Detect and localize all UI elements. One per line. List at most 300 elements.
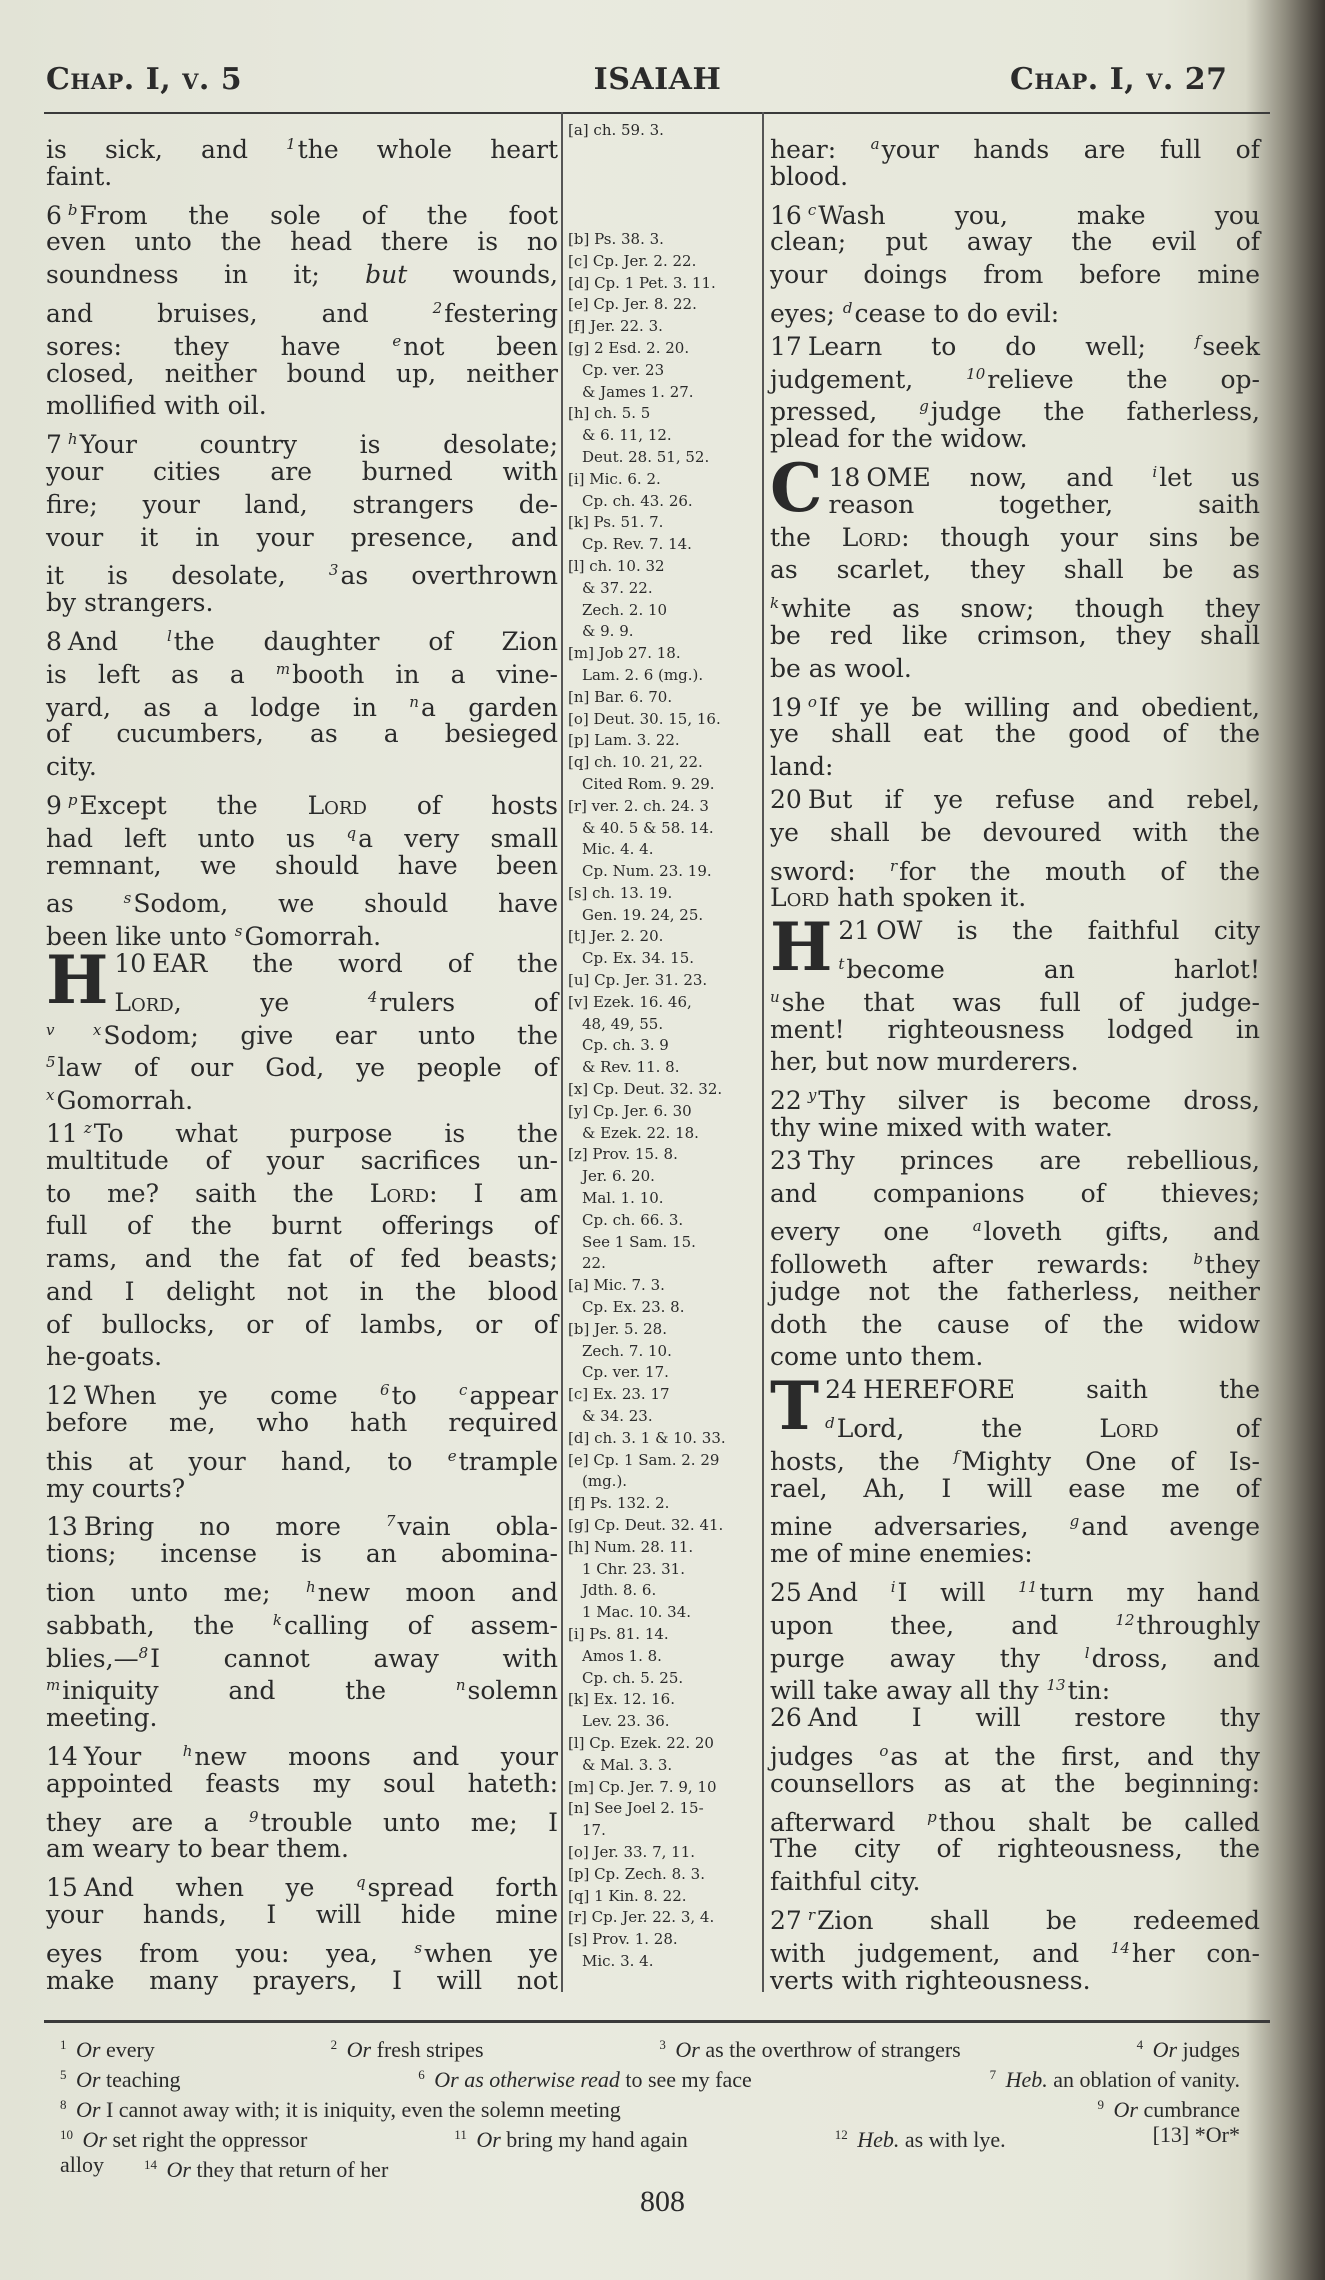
text-line: eyes from you: yea, $^s$when ye xyxy=(46,1938,558,1968)
text-line: and bruises, and $^2$festering xyxy=(46,298,558,328)
text-line: judge not the fatherless, neither xyxy=(770,1276,1260,1306)
italic-text: Heb. xyxy=(1005,2067,1048,2092)
verse-number: 21 xyxy=(838,916,871,946)
cross-reference: Cp. Ex. 23. 8. xyxy=(582,1298,685,1317)
reference-marker: h xyxy=(182,1742,193,1761)
text-line: this at your hand, to $^e$trample xyxy=(46,1446,558,1476)
reference-marker: 3 xyxy=(659,2037,666,2052)
cross-reference-column xyxy=(568,120,760,1973)
text-line: blood. xyxy=(770,161,849,191)
reference-marker: m xyxy=(46,1676,61,1695)
cross-reference: [o] Deut. 30. 15, 16. xyxy=(568,709,721,728)
cross-reference: [n] See Joel 2. 15- xyxy=(568,1799,704,1818)
footnote: $^7$ Heb. an oblation of vanity. xyxy=(989,2067,1240,2092)
cross-reference: [l] ch. 10. 32 xyxy=(568,556,665,575)
reference-marker: b xyxy=(67,200,78,219)
text-line: $^5$law of our God, ye people of xyxy=(46,1053,558,1083)
verse-number: 16 xyxy=(770,200,802,230)
text-line: even unto the head there is no xyxy=(46,227,558,257)
text-line: 22 $^y$Thy silver is become dross, xyxy=(770,1086,1260,1116)
text-line: been like unto $^s$Gomorrah. xyxy=(46,922,382,952)
cross-reference: [h] ch. 5. 5 xyxy=(568,404,651,423)
cross-reference: [r] ver. 2. ch. 24. 3 xyxy=(568,796,709,815)
cross-reference: Lam. 2. 6 (mg.). xyxy=(582,665,704,684)
text-line: 15 And when ye $^q$spread forth xyxy=(46,1873,558,1903)
reference-marker: 2 xyxy=(330,2037,338,2052)
text-line: 25 And $^i$I will $^{11}$turn my hand xyxy=(770,1578,1260,1608)
text-line: my courts? xyxy=(46,1473,186,1503)
text-line: faithful city. xyxy=(770,1867,921,1897)
reference-marker: 6 xyxy=(380,1381,390,1400)
text-line: mine adversaries, $^g$and avenge xyxy=(770,1512,1260,1542)
text-line: sores: they have $^e$not been xyxy=(46,331,558,361)
cross-reference: [q] ch. 10. 21, 22. xyxy=(568,753,703,772)
text-line: upon thee, and $^{12}$throughly xyxy=(770,1610,1260,1640)
text-line: by strangers. xyxy=(46,588,214,618)
text-line: with judgement, and $^{14}$her con- xyxy=(770,1938,1260,1968)
cross-reference: Jdth. 8. 6. xyxy=(582,1581,657,1600)
text-line: yard, as a lodge in $^n$a garden xyxy=(46,692,558,722)
cross-reference: [y] Cp. Jer. 6. 30 xyxy=(568,1101,692,1120)
cross-reference: Amos 1. 8. xyxy=(582,1646,662,1665)
text-line: the Lord: though your sins be xyxy=(770,522,1260,552)
cross-reference: & James 1. 27. xyxy=(582,382,694,401)
reference-marker: 4 xyxy=(367,987,378,1006)
reference-marker: y xyxy=(807,1086,817,1105)
reference-marker: a xyxy=(870,135,880,153)
text-line: $^{v x}$Sodom; give ear unto the xyxy=(46,1020,558,1050)
cross-reference: & Rev. 11. 8. xyxy=(582,1058,680,1077)
reference-marker: f xyxy=(953,1446,960,1465)
verse-number: 17 xyxy=(770,331,802,361)
text-line: judges $^o$as at the first, and thy xyxy=(770,1742,1260,1772)
cross-reference: 48, 49, 55. xyxy=(582,1014,664,1033)
reference-marker: d xyxy=(842,298,853,317)
reference-marker: z xyxy=(83,1118,92,1137)
text-line: her, but now murderers. xyxy=(770,1047,1079,1077)
reference-marker: 8 xyxy=(60,2097,67,2112)
text-line: vour it in your presence, and xyxy=(46,522,558,552)
reference-marker: a xyxy=(972,1217,982,1236)
italic-text: Or xyxy=(76,2097,101,2122)
reference-marker: 11 xyxy=(1018,1578,1038,1597)
verse-number: 6 xyxy=(46,200,62,230)
cross-reference: [n] Bar. 6. 70. xyxy=(568,687,673,706)
text-line: plead for the widow. xyxy=(770,424,1028,454)
drop-cap: T xyxy=(770,1367,820,1446)
reference-marker: q xyxy=(346,823,357,842)
verse-number: 19 xyxy=(770,692,802,722)
footnote: $^6$ Or as otherwise read to see my face xyxy=(418,2067,752,2092)
text-line: be red like crimson, they shall xyxy=(770,620,1260,650)
reference-marker: 14 xyxy=(1110,1938,1130,1957)
reference-marker: k xyxy=(770,594,780,613)
cross-reference: Jer. 6. 20. xyxy=(582,1167,655,1186)
reference-marker: o xyxy=(879,1742,889,1761)
reference-marker: 9 xyxy=(1097,2097,1105,2112)
text-line: your cities are burned with xyxy=(46,456,558,486)
verse-number: 7 xyxy=(46,430,62,460)
footnote: $^4$ Or judges xyxy=(1136,2037,1240,2062)
text-line: hear: $^a$your hands are full of xyxy=(770,135,1260,164)
reference-marker: l xyxy=(166,626,172,645)
footnote: $^{11}$ Or bring my hand again xyxy=(454,2127,688,2152)
footnote: $^2$ Or fresh stripes xyxy=(330,2037,484,2062)
cross-reference: [g] 2 Esd. 2. 20. xyxy=(568,338,690,357)
italic-text: Or xyxy=(1113,2097,1138,2122)
reference-marker: 7 xyxy=(989,2067,997,2082)
footnote-line xyxy=(60,2062,1240,2092)
cross-reference: [x] Cp. Deut. 32. 32. xyxy=(568,1080,723,1099)
text-line: as $^s$Sodom, we should have xyxy=(46,889,558,919)
running-head-right: Chap. I, v. 27 xyxy=(1010,62,1228,97)
text-line: sword: $^r$for the mouth of the xyxy=(770,856,1260,886)
cross-reference: [p] Lam. 3. 22. xyxy=(568,731,680,750)
cross-reference: Zech. 7. 10. xyxy=(582,1341,672,1360)
text-line: 20 But if ye refuse and rebel, xyxy=(770,784,1260,814)
reference-marker: b xyxy=(1193,1250,1203,1269)
text-line: 19 $^o$If ye be willing and obedient, xyxy=(770,692,1260,722)
footnote: $^{10}$ Or set right the oppressor xyxy=(60,2127,308,2152)
text-line: it is desolate, $^3$as overthrown xyxy=(46,561,558,591)
reference-marker: 5 xyxy=(46,1053,56,1072)
text-line: mollified with oil. xyxy=(46,391,267,421)
cross-reference: Zech. 2. 10 xyxy=(582,600,668,619)
text-line: 10 H EAR the word of the xyxy=(46,940,558,1019)
cross-reference: 17. xyxy=(582,1821,606,1840)
text-line: ment! righteousness lodged in xyxy=(770,1014,1260,1044)
cross-reference: [r] Cp. Jer. 22. 3, 4. xyxy=(568,1908,715,1927)
verse-number: 15 xyxy=(46,1873,78,1903)
cross-reference: Cp. ver. 17. xyxy=(582,1363,669,1382)
reference-marker: s xyxy=(123,889,132,908)
book-title-text: ISAIAH xyxy=(593,62,722,97)
reference-marker: s xyxy=(414,1938,423,1957)
text-line: 9 $^p$Except the Lord of hosts xyxy=(46,790,559,820)
reference-marker: 12 xyxy=(834,2127,848,2142)
text-line: 27 $^r$Zion shall be redeemed xyxy=(770,1906,1260,1936)
cross-reference: [g] Cp. Deut. 32. 41. xyxy=(568,1516,724,1534)
reference-marker: p xyxy=(67,790,78,809)
text-line: as scarlet, they shall be as xyxy=(770,555,1260,585)
footnote-line xyxy=(60,2152,1240,2182)
small-caps-text: Lord xyxy=(369,1178,430,1208)
cross-reference: Cp. Rev. 7. 14. xyxy=(582,535,692,554)
drop-cap: H xyxy=(46,940,109,1019)
verse-number: 14 xyxy=(46,1742,78,1772)
cross-reference: & 37. 22. xyxy=(582,578,653,597)
text-line: 23 Thy princes are rebellious, xyxy=(770,1145,1260,1175)
text-line: reason together, saith xyxy=(828,489,1260,519)
text-line: come unto them. xyxy=(770,1342,984,1372)
text-line: of cucumbers, as a besieged xyxy=(46,719,558,749)
text-line: verts with righteousness. xyxy=(770,1965,1091,1995)
text-line: ye shall eat the good of the xyxy=(770,719,1260,749)
cross-reference: & 40. 5 & 58. 14. xyxy=(582,818,714,837)
italic-text: Or xyxy=(1152,2037,1178,2062)
text-line: 7 $^h$Your country is desolate; xyxy=(46,430,558,460)
cross-reference: [f] Jer. 22. 3. xyxy=(568,317,663,336)
verse-number: 8 xyxy=(46,626,62,656)
reference-marker: l xyxy=(1084,1643,1090,1662)
reference-marker: o xyxy=(807,692,817,711)
footnote: $^9$ Or cumbrance xyxy=(1097,2097,1240,2122)
reference-marker: c xyxy=(807,200,817,219)
footnotes xyxy=(60,2032,1240,2182)
small-caps-text: Lord xyxy=(114,987,174,1017)
reference-marker: d xyxy=(825,1414,835,1433)
verse-number: 12 xyxy=(46,1381,78,1411)
reference-marker: 14 xyxy=(144,2157,157,2172)
reference-marker: p xyxy=(927,1807,937,1826)
cross-reference: 22. xyxy=(582,1254,606,1273)
italic-text: Or xyxy=(675,2037,700,2062)
text-line: $^d$Lord, the Lord of xyxy=(825,1414,1260,1444)
reference-marker: e xyxy=(392,331,402,350)
drop-cap: H xyxy=(770,908,833,987)
column-divider-right xyxy=(762,112,764,1992)
reference-marker: 3 xyxy=(328,561,339,580)
reference-marker: e xyxy=(447,1446,457,1465)
cross-reference: [b] Jer. 5. 28. xyxy=(568,1319,667,1338)
text-line: The city of righteousness, the xyxy=(770,1834,1260,1864)
cross-reference: [p] Cp. Zech. 8. 3. xyxy=(568,1864,705,1883)
italic-text: Or xyxy=(76,2067,101,2092)
cross-reference: [k] Ex. 12. 16. xyxy=(568,1690,675,1709)
cross-reference: Cp. ch. 66. 3. xyxy=(582,1210,684,1229)
verse-number: 11 xyxy=(46,1118,78,1148)
italic-text: Heb. xyxy=(857,2127,900,2152)
reference-marker: 4 xyxy=(1136,2037,1144,2052)
reference-marker: k xyxy=(272,1610,282,1629)
text-line: they are a $^9$trouble unto me; I xyxy=(46,1807,558,1837)
left-text-column xyxy=(46,128,558,1997)
small-caps-text: Lord xyxy=(770,883,830,913)
right-text-column xyxy=(770,128,1260,1997)
footnote: $^1$ Or every xyxy=(60,2037,155,2062)
text-line: and companions of thieves; xyxy=(770,1178,1260,1208)
text-line: tion unto me; $^h$new moon and xyxy=(46,1578,558,1608)
text-line: be as wool. xyxy=(770,653,912,683)
text-line: every one $^a$loveth gifts, and xyxy=(770,1217,1260,1247)
italic-text: but xyxy=(365,260,408,290)
reference-marker: s xyxy=(234,922,243,941)
footnote: alloy xyxy=(60,2152,104,2177)
text-line: 12 When ye come $^6$to $^c$appear xyxy=(46,1381,558,1411)
cross-reference: See 1 Sam. 15. xyxy=(582,1232,696,1251)
footnote: $^{14}$ Or they that return of her xyxy=(144,2157,389,2182)
cross-reference: Cp. ch. 3. 9 xyxy=(582,1036,669,1055)
cross-reference: [s] ch. 13. 19. xyxy=(568,883,673,902)
text-line: blies,—$^8$I cannot away with xyxy=(46,1643,558,1673)
text-line: land: xyxy=(770,752,834,782)
verse-number: 13 xyxy=(46,1512,78,1542)
reference-marker: h xyxy=(67,430,78,449)
cross-reference: Cited Rom. 9. 29. xyxy=(582,774,715,793)
verse-number: 18 xyxy=(828,462,861,492)
cross-reference: [e] Cp. Jer. 8. 22. xyxy=(568,295,697,314)
reference-marker: i xyxy=(1152,462,1158,481)
cross-reference: [e] Cp. 1 Sam. 2. 29 xyxy=(568,1450,720,1469)
cross-reference: [m] Job 27. 18. xyxy=(568,644,681,663)
text-line: me of mine enemies: xyxy=(770,1539,1033,1569)
reference-marker: r xyxy=(890,856,898,875)
text-line: purge away thy $^l$dross, and xyxy=(770,1643,1260,1673)
cross-reference: Deut. 28. 51, 52. xyxy=(582,447,710,466)
text-line: rael, Ah, I will ease me of xyxy=(770,1473,1260,1503)
cross-reference: [c] Ex. 23. 17 xyxy=(568,1385,670,1404)
text-line: meeting. xyxy=(46,1703,158,1733)
text-line: appointed feasts my soul hateth: xyxy=(46,1768,558,1798)
small-caps-text: Lord xyxy=(307,790,367,820)
footnote-line xyxy=(60,2092,1240,2122)
text-line: tions; incense is an abomina- xyxy=(46,1539,558,1569)
verse-number: 22 xyxy=(770,1086,802,1116)
reference-marker: v x xyxy=(46,1020,102,1039)
cross-reference: [f] Ps. 132. 2. xyxy=(568,1494,670,1513)
small-caps-text: Lord xyxy=(841,522,902,552)
text-line: $^x$Gomorrah. xyxy=(46,1086,194,1116)
reference-marker: 11 xyxy=(454,2127,467,2142)
text-line: is sick, and $^1$the whole heart xyxy=(46,135,558,164)
text-line: pressed, $^g$judge the fatherless, xyxy=(770,397,1260,427)
reference-marker: r xyxy=(807,1906,815,1925)
cross-reference: 1 Mac. 10. 34. xyxy=(582,1603,692,1622)
reference-marker: h xyxy=(306,1578,316,1597)
text-line: 18 C OME now, and $^i$let us xyxy=(770,448,1260,527)
verse-number: 25 xyxy=(770,1578,802,1608)
reference-marker: g xyxy=(1069,1512,1080,1531)
text-line: ye shall be devoured with the xyxy=(770,817,1260,847)
verse-number: 20 xyxy=(770,784,802,814)
cross-reference: [s] Prov. 1. 28. xyxy=(568,1930,678,1949)
cross-reference: [t] Jer. 2. 20. xyxy=(568,927,664,946)
text-line: 8 And $^l$the daughter of Zion xyxy=(46,626,559,656)
cross-reference: Cp. Ex. 34. 15. xyxy=(582,949,695,968)
text-line: your doings from before mine xyxy=(770,260,1260,290)
text-line: of bullocks, or of lambs, or of xyxy=(46,1309,558,1339)
text-line: $^k$white as snow; though they xyxy=(770,594,1260,624)
reference-marker: 1 xyxy=(60,2037,67,2052)
reference-marker: 13 xyxy=(1046,1676,1066,1695)
footnote: $^8$ Or I cannot away with; it is iniquity, even the solemn meeting xyxy=(60,2097,621,2122)
verse-number: 27 xyxy=(770,1906,802,1936)
cross-reference xyxy=(568,164,760,186)
cross-reference: 1 Chr. 23. 31. xyxy=(582,1559,685,1578)
cross-reference: Cp. ch. 43. 26. xyxy=(582,491,693,510)
text-line: followeth after rewards: $^b$they xyxy=(770,1250,1260,1280)
cross-reference: [v] Ezek. 16. 46, xyxy=(568,992,692,1011)
reference-marker: n xyxy=(455,1676,466,1695)
cross-reference: [z] Prov. 15. 8. xyxy=(568,1145,678,1164)
cross-reference: & Mal. 3. 3. xyxy=(582,1755,673,1774)
cross-reference: [k] Ps. 51. 7. xyxy=(568,513,664,532)
cross-reference: [l] Cp. Ezek. 22. 20 xyxy=(568,1733,714,1752)
text-line: Lord hath spoken it. xyxy=(770,883,1027,913)
cross-reference: [u] Cp. Jer. 31. 23. xyxy=(568,971,708,990)
cross-reference: [i] Ps. 81. 14. xyxy=(568,1624,669,1643)
text-line: and I delight not in the blood xyxy=(46,1276,558,1306)
text-line: doth the cause of the widow xyxy=(770,1309,1260,1339)
cross-reference xyxy=(568,207,760,229)
cross-reference: [o] Jer. 33. 7, 11. xyxy=(568,1842,696,1861)
cross-reference: & 6. 11, 12. xyxy=(582,426,672,445)
reference-marker: u xyxy=(770,987,780,1006)
italic-text: Or as otherwise read xyxy=(434,2067,620,2092)
italic-text: Or xyxy=(346,2037,372,2062)
cross-reference: [q] 1 Kin. 8. 22. xyxy=(568,1886,687,1905)
reference-marker: 10 xyxy=(966,364,986,383)
cross-reference: Mal. 1. 10. xyxy=(582,1189,664,1208)
reference-marker: 8 xyxy=(138,1643,149,1662)
text-line: make many prayers, I will not xyxy=(46,1965,558,1995)
text-line: 16 $^c$Wash you, make you xyxy=(770,200,1260,230)
footnote-line xyxy=(60,2032,1240,2062)
cross-reference: Lev. 23. 36. xyxy=(582,1712,670,1731)
text-line: soundness in it; but wounds, xyxy=(46,260,558,290)
text-line: multitude of your sacrifices un- xyxy=(46,1145,558,1175)
cross-reference: [b] Ps. 38. 3. xyxy=(568,229,664,248)
verse-number: 9 xyxy=(46,790,62,820)
reference-marker: 6 xyxy=(418,2067,425,2082)
text-line: 17 Learn to do well; $^f$seek xyxy=(770,331,1260,361)
reference-marker: n xyxy=(409,692,419,711)
reference-marker: 5 xyxy=(60,2067,67,2082)
text-line: fire; your land, strangers de- xyxy=(46,489,558,519)
text-line: he-goats. xyxy=(46,1342,163,1372)
small-caps-text: Lord xyxy=(1099,1414,1159,1444)
cross-reference: Cp. ch. 5. 25. xyxy=(582,1668,684,1687)
text-line: clean; put away the evil of xyxy=(770,227,1260,257)
text-line: 14 Your $^h$new moons and your xyxy=(46,1742,558,1772)
text-line: city. xyxy=(46,752,97,782)
text-line: $^u$she that was full of judge- xyxy=(770,987,1260,1017)
cross-reference: & 34. 23. xyxy=(582,1407,653,1426)
cross-reference: Mic. 3. 4. xyxy=(582,1951,654,1970)
cross-reference: [i] Mic. 6. 2. xyxy=(568,469,661,488)
footnote: [13] *Or* xyxy=(1152,2122,1240,2147)
verse-number: 10 xyxy=(114,948,147,978)
reference-marker: 2 xyxy=(432,298,443,317)
cross-reference xyxy=(568,142,760,164)
reference-marker: 7 xyxy=(385,1512,396,1531)
reference-marker: x xyxy=(46,1086,55,1105)
cross-reference: [m] Cp. Jer. 7. 9, 10 xyxy=(568,1777,717,1796)
reference-marker: 10 xyxy=(60,2127,73,2142)
text-line: 6 $^b$From the sole of the foot xyxy=(46,200,558,230)
footnote: $^5$ Or teaching xyxy=(60,2067,181,2092)
text-line: to me? saith the Lord: I am xyxy=(46,1178,558,1208)
cross-reference xyxy=(568,185,760,207)
text-line: judgement, $^{10}$relieve the op- xyxy=(770,364,1260,394)
cross-reference: [a] ch. 59. 3. xyxy=(568,121,664,139)
text-line: your hands, I will hide mine xyxy=(46,1900,558,1930)
text-line: hosts, the $^f$Mighty One of Is- xyxy=(770,1446,1260,1476)
text-line: am weary to bear them. xyxy=(46,1834,349,1864)
reference-marker: 1 xyxy=(286,135,296,153)
cross-reference: [a] Mic. 7. 3. xyxy=(568,1276,665,1295)
text-line: $^t$become an harlot! xyxy=(838,954,1260,984)
text-line: is left as a $^m$booth in a vine- xyxy=(46,659,559,689)
footnote-line xyxy=(60,2122,1240,2152)
cross-reference: (mg.). xyxy=(582,1472,628,1491)
cross-reference: Cp. ver. 23 xyxy=(582,360,665,379)
reference-marker: 9 xyxy=(249,1807,259,1826)
cross-reference: Gen. 19. 24, 25. xyxy=(582,905,704,924)
text-line: 24 T HEREFORE saith the xyxy=(770,1367,1260,1446)
running-head-left: Chap. I, v. 5 xyxy=(46,62,243,97)
text-line: $^m$iniquity and the $^n$solemn xyxy=(46,1676,558,1706)
